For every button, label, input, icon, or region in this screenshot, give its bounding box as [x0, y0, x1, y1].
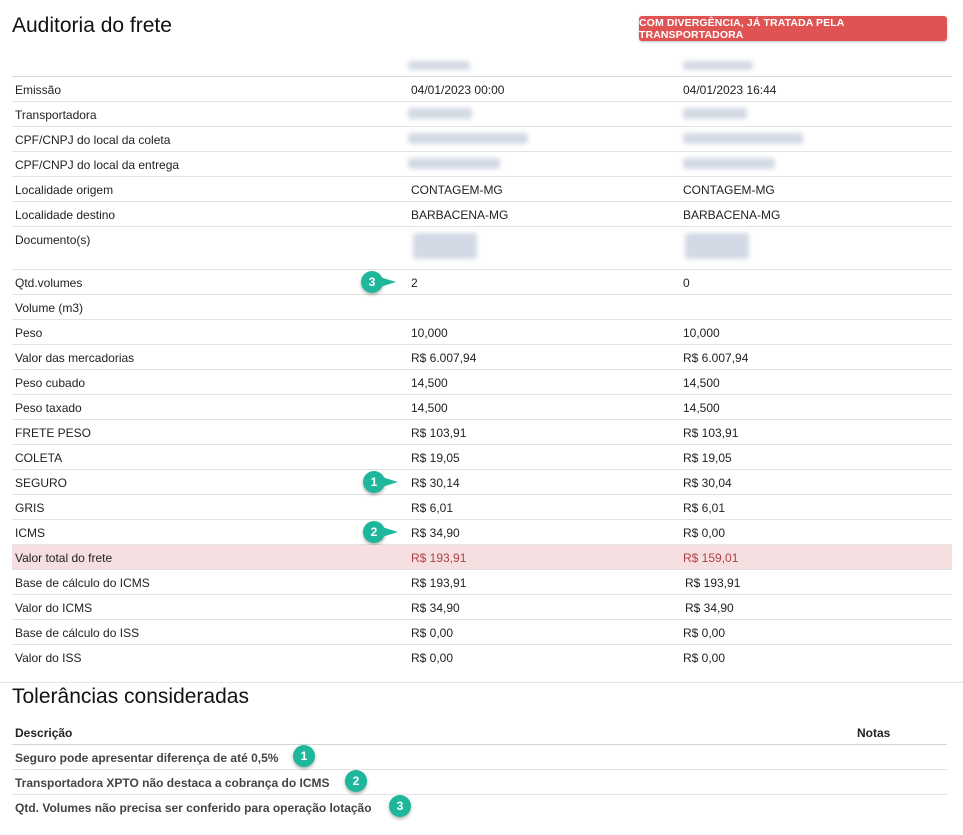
redacted-cell	[408, 108, 472, 119]
cell-value: R$ 193,91	[411, 551, 467, 565]
row-label: Valor das mercadorias	[15, 351, 135, 365]
cell-value: CONTAGEM-MG	[411, 183, 503, 197]
table-row	[12, 177, 952, 202]
redacted-cell	[685, 233, 749, 259]
audit-table	[12, 56, 952, 669]
table-row-highlighted	[12, 545, 952, 570]
row-label: Base de cálculo do ICMS	[15, 576, 150, 590]
cell-value: 10,000	[683, 326, 720, 340]
table-row	[12, 152, 952, 177]
redacted-cell	[408, 133, 528, 144]
tolerance-row	[12, 770, 947, 795]
cell-value: R$ 0,00	[683, 651, 726, 665]
tolerances-table	[12, 720, 947, 819]
cell-value: 0	[683, 276, 690, 290]
column-header-description: Descrição	[15, 726, 73, 740]
tolerance-description: Qtd. Volumes não precisa ser conferido para operação lotação	[15, 801, 372, 815]
cell-value: R$ 103,91	[411, 426, 467, 440]
row-label: GRIS	[15, 501, 45, 515]
cell-value: R$ 6,01	[683, 501, 726, 515]
cell-value: 2	[411, 276, 418, 290]
marker-1: 1	[293, 745, 315, 767]
cell-value: 10,000	[411, 326, 448, 340]
cell-value: BARBACENA-MG	[683, 208, 781, 222]
table-row	[12, 320, 952, 345]
table-row	[12, 102, 952, 127]
cell-value: R$ 193,91	[411, 576, 467, 590]
row-label: Qtd.volumes	[15, 276, 83, 290]
redacted-column-header	[683, 61, 753, 70]
cell-value: R$ 6.007,94	[683, 351, 749, 365]
cell-value: R$ 34,90	[411, 601, 460, 615]
row-label: ICMS	[15, 526, 45, 540]
cell-value: R$ 103,91	[683, 426, 739, 440]
section-divider	[0, 682, 963, 683]
row-label: Valor total do frete	[15, 551, 113, 565]
table-row	[12, 570, 952, 595]
redacted-cell	[683, 133, 803, 144]
status-badge: COM DIVERGÊNCIA, JÁ TRATADA PELA TRANSPORTADORA	[639, 16, 947, 41]
table-row	[12, 645, 952, 669]
cell-value: R$ 159,01	[683, 551, 739, 565]
redacted-column-header	[408, 61, 470, 70]
row-label: CPF/CNPJ do local da coleta	[15, 133, 171, 147]
row-label: Valor do ICMS	[15, 601, 93, 615]
tolerance-row	[12, 745, 947, 770]
cell-value: R$ 0,00	[683, 526, 726, 540]
cell-value: 14,500	[683, 401, 720, 415]
table-row	[12, 77, 952, 102]
marker-2: 2	[363, 521, 385, 543]
redacted-cell	[683, 108, 747, 119]
redacted-cell	[413, 233, 477, 259]
marker-2: 2	[345, 770, 367, 792]
column-header-notes: Notas	[857, 726, 891, 740]
tolerances-table-header	[12, 720, 947, 745]
cell-value: R$ 19,05	[683, 451, 732, 465]
table-row	[12, 295, 952, 320]
cell-value: R$ 19,05	[411, 451, 460, 465]
table-row	[12, 395, 952, 420]
row-label: SEGURO	[15, 476, 68, 490]
row-label: Localidade destino	[15, 208, 116, 222]
table-row	[12, 520, 952, 545]
table-row	[12, 127, 952, 152]
audit-table-header	[12, 56, 952, 77]
table-row	[12, 470, 952, 495]
row-label: COLETA	[15, 451, 63, 465]
table-row	[12, 270, 952, 295]
table-row	[12, 420, 952, 445]
cell-value: R$ 0,00	[411, 626, 454, 640]
cell-value: BARBACENA-MG	[411, 208, 509, 222]
tolerance-description: Seguro pode apresentar diferença de até 0,5%	[15, 751, 279, 765]
row-label: Emissão	[15, 83, 62, 97]
row-label: Base de cálculo do ISS	[15, 626, 140, 640]
redacted-cell	[683, 158, 775, 169]
table-row	[12, 202, 952, 227]
table-row	[12, 495, 952, 520]
cell-value: CONTAGEM-MG	[683, 183, 775, 197]
marker-3: 3	[389, 795, 411, 817]
table-row	[12, 595, 952, 620]
row-label: Peso taxado	[15, 401, 82, 415]
table-row	[12, 445, 952, 470]
redacted-cell	[408, 158, 500, 169]
cell-value: R$ 6,01	[411, 501, 454, 515]
tolerance-description: Transportadora XPTO não destaca a cobrança do ICMS	[15, 776, 330, 790]
cell-value: R$ 0,00	[683, 626, 726, 640]
row-label: FRETE PESO	[15, 426, 92, 440]
table-row	[12, 620, 952, 645]
cell-value: R$ 0,00	[411, 651, 454, 665]
cell-value: R$ 30,04	[683, 476, 732, 490]
cell-value: R$ 6.007,94	[411, 351, 477, 365]
row-label: Valor do ISS	[15, 651, 82, 665]
row-label: Peso cubado	[15, 376, 86, 390]
cell-value: 14,500	[683, 376, 720, 390]
cell-value: R$ 30,14	[411, 476, 460, 490]
tolerance-row	[12, 795, 947, 819]
cell-value: 14,500	[411, 376, 448, 390]
cell-value: 04/01/2023 16:44	[683, 83, 777, 97]
table-row	[12, 345, 952, 370]
row-label: Documento(s)	[15, 233, 91, 247]
row-label: Localidade origem	[15, 183, 114, 197]
row-label: Volume (m3)	[15, 301, 84, 315]
page-title: Auditoria do frete	[12, 14, 172, 37]
cell-value: R$ 193,91	[685, 576, 741, 590]
row-label: Transportadora	[15, 108, 97, 122]
table-row	[12, 227, 952, 270]
tolerances-title: Tolerâncias consideradas	[12, 685, 249, 708]
marker-3: 3	[361, 271, 383, 293]
cell-value: 04/01/2023 00:00	[411, 83, 505, 97]
cell-value: R$ 34,90	[685, 601, 734, 615]
marker-1: 1	[363, 471, 385, 493]
cell-value: 14,500	[411, 401, 448, 415]
cell-value: R$ 34,90	[411, 526, 460, 540]
table-row	[12, 370, 952, 395]
row-label: Peso	[15, 326, 43, 340]
row-label: CPF/CNPJ do local da entrega	[15, 158, 180, 172]
